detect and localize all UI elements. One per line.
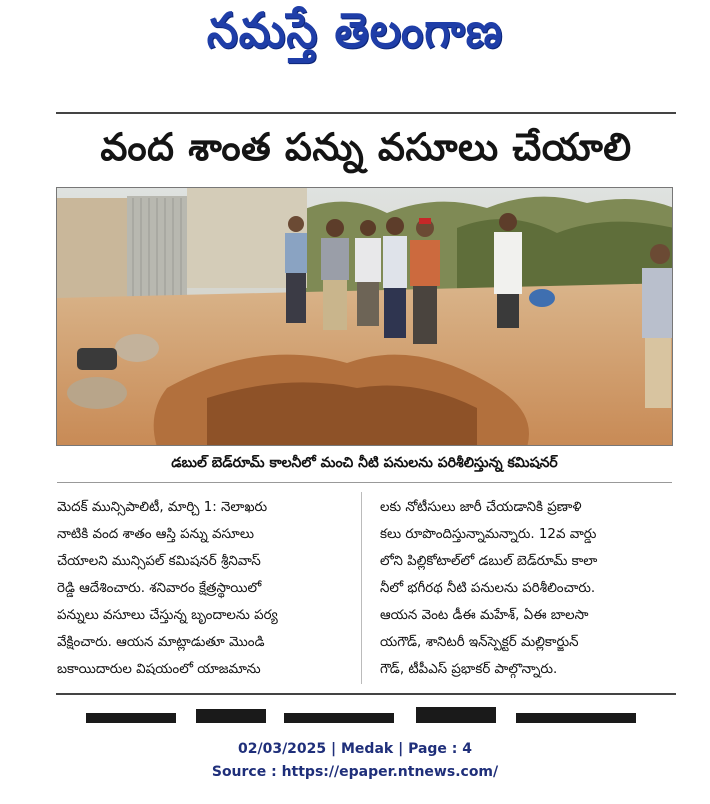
- body-line: లకు నోటీసులు జారీ చేయడానికి ప్రణాళి: [380, 500, 582, 515]
- body-line: మెదక్ మున్సిపాలిటీ, మార్చి 1: నెలాఖరు: [57, 500, 268, 515]
- photo-illustration: [57, 188, 673, 446]
- column-divider: [361, 492, 362, 684]
- body-line: ఆయన వెంట డీఈ మహేశ్, ఏఈ బాలసా: [380, 608, 589, 623]
- cropped-next-headline: [56, 703, 676, 723]
- body-line: నీలో భగీరథ నీటి పనులను పరిశీలించారు.: [380, 581, 596, 596]
- masthead-logo: నమస్తే తెలంగాణ: [206, 2, 504, 59]
- body-line: యగౌడ్, శానిటరీ ఇన్‌స్పెక్టర్ మల్లికార్జున్: [380, 635, 579, 650]
- article-photo: [56, 187, 673, 446]
- body-line: రెడ్డి ఆదేశించారు. శనివారం క్షేత్రస్థాయిలో: [57, 581, 262, 596]
- body-line: పన్నులు వసూలు చేస్తున్న బృందాలను పర్య: [57, 608, 278, 623]
- newspaper-masthead: [0, 4, 710, 70]
- footer-date-line: 02/03/2025 | Medak | Page : 4: [237, 741, 473, 757]
- body-line: వేక్షించారు. ఆయన మాట్లాడుతూ మొండి: [57, 635, 265, 650]
- body-line: బకాయిదారుల విషయంలో యాజమాను: [57, 662, 261, 677]
- article-body-left-column: [57, 494, 349, 683]
- body-line: చేయాలని మున్సిపల్ కమిషనర్ శ్రీనివాస్: [57, 554, 261, 569]
- bottom-rule: [56, 693, 676, 695]
- body-line: నాటికి వంద శాతం ఆస్తి పన్ను వసూలు: [57, 527, 254, 542]
- cropped-headline-glyphs: [56, 703, 676, 723]
- article-headline: వంద శాంత పన్ను వసూలు చేయాలి: [100, 125, 632, 169]
- body-line: కలు రూపొందిస్తున్నామన్నారు. 12వ వార్డు: [380, 527, 597, 542]
- top-rule: [56, 112, 676, 114]
- article-body-right-column: [380, 494, 672, 683]
- footer-source-link[interactable]: Source : https://epaper.ntnews.com/: [211, 764, 499, 780]
- body-line: గౌడ్, టీపీఎస్ ప్రభాకర్ పాల్గొన్నారు.: [380, 662, 558, 677]
- photo-caption: డబుల్ బెడ్‌రూమ్ కాలనీలో మంచి నీటి పనులను పరిశీలిస్తున్న కమిషనర్: [57, 447, 672, 483]
- body-line: లోని పిల్లికోటాల్‌లో డబుల్ బెడ్‌రూమ్ కాలా: [380, 554, 598, 569]
